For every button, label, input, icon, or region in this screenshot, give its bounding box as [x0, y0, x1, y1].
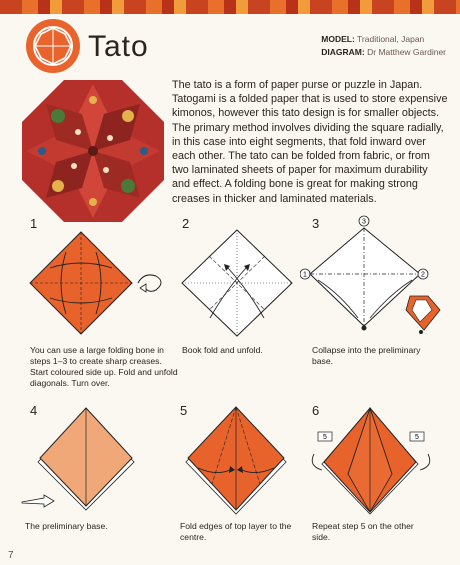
step-5-diagram [178, 404, 296, 518]
step-3-diagram [300, 214, 450, 340]
step-3-marker-right: 2 [421, 271, 425, 279]
step-1-diagram [28, 230, 178, 340]
step-2-number: 2 [182, 216, 190, 231]
step-5-caption: Fold edges of top layer to the centre. [180, 521, 292, 542]
step-5-number: 5 [180, 403, 188, 418]
finished-tato-photo [18, 76, 168, 226]
intro-paragraph: The tato is a form of paper purse or puzzle in Japan. Tatogami is a folded paper that is used to store expensive kimonos, however this tato design is for smaller objects. The primary method involves dividing the square radially, in this case into eight segments, that fold inward over each other. The tato can be folded from fabric, or from two laminated sheets of paper for maximum durability and effect. A folding bone is great for making strong creases in thicker and laminated materials. [172, 79, 448, 205]
model-info [321, 33, 446, 59]
step-6-marker-right: 5 [415, 434, 419, 441]
page-number: 7 [8, 550, 14, 561]
model-label: MODEL: [321, 34, 355, 44]
step-4-number: 4 [30, 403, 38, 418]
decorative-banner [0, 0, 460, 14]
step-3-marker-top: 3 [362, 218, 366, 226]
step-1-caption: You can use a large folding bone in steps 1–3 to create sharp creases. Start coloured side up. Fold and unfold diagonals. Turn over. [30, 345, 178, 388]
step-2-caption: Book fold and unfold. [182, 345, 263, 355]
step-6-diagram [306, 404, 446, 520]
step-3-marker-left: 1 [303, 271, 307, 279]
step-4-caption: The preliminary base. [25, 521, 108, 531]
step-6-number: 6 [312, 403, 320, 418]
step-1-number: 1 [30, 216, 38, 231]
step-6-caption: Repeat step 5 on the other side. [312, 521, 414, 542]
step-3-caption: Collapse into the preliminary base. [312, 345, 421, 366]
diagram-label: DIAGRAM: [321, 47, 365, 57]
origami-logo-icon [24, 17, 82, 75]
step-4-diagram [18, 404, 163, 514]
diagram-value: Dr Matthew Gardiner [367, 47, 446, 57]
step-3-number: 3 [312, 216, 320, 231]
step-2-diagram [180, 228, 298, 338]
step-6-marker-left: 5 [323, 434, 327, 441]
page-title: Tato [88, 30, 149, 63]
model-value: Traditional, Japan [357, 34, 425, 44]
